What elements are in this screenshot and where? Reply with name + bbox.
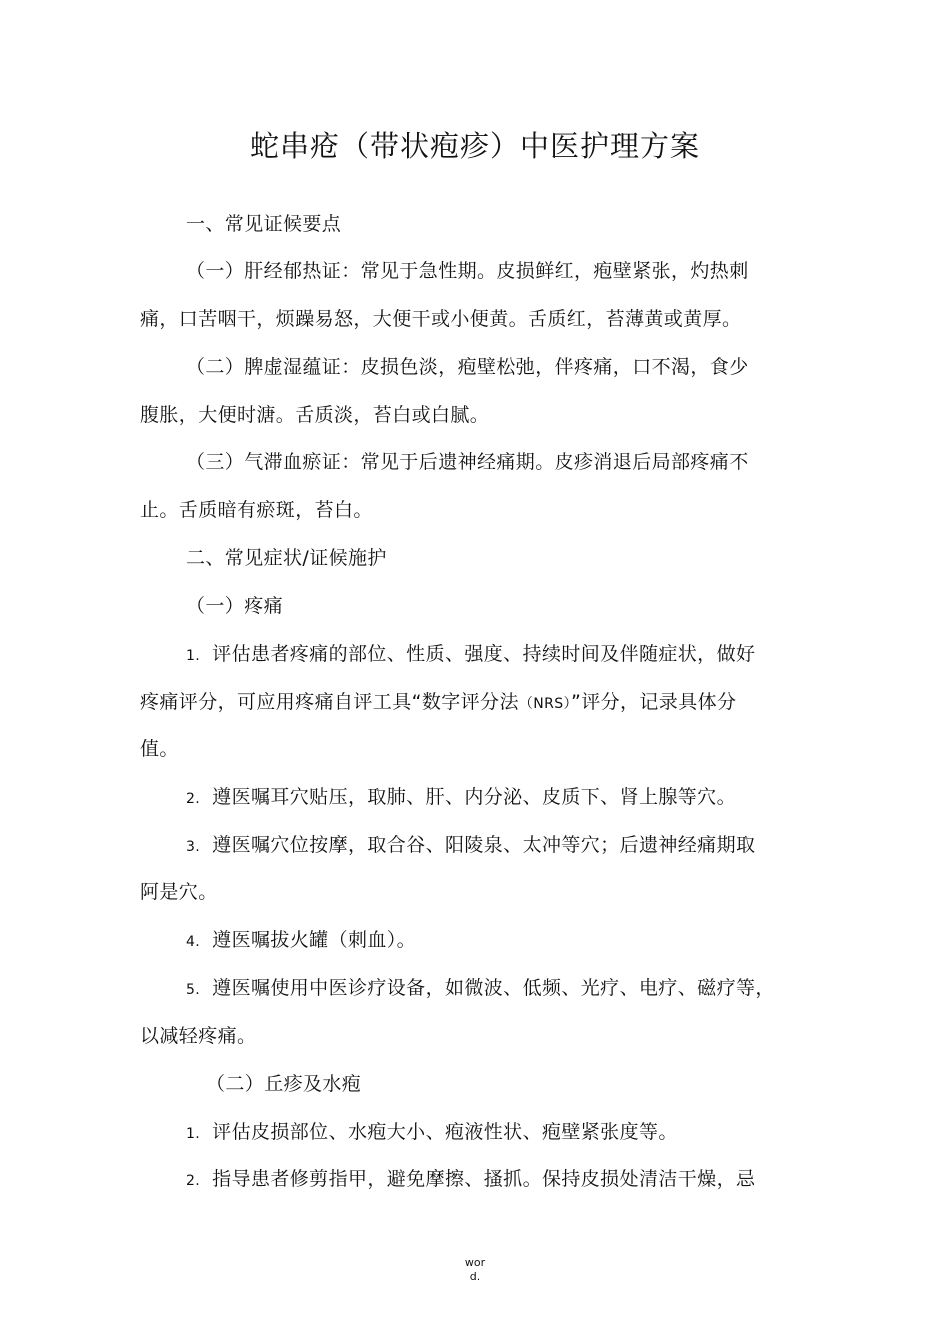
subsection-heading: （一）疼痛 — [186, 595, 284, 617]
paragraph-line: 痛，口苦咽干，烦躁易怒，大便干或小便黄。舌质红，苔薄黄或黄厚。 — [140, 308, 742, 330]
item-number: 3. — [186, 839, 201, 855]
item-text: ”评分，记录具体分 — [570, 691, 737, 713]
list-item — [186, 1119, 866, 1147]
list-item — [186, 927, 866, 955]
section-heading-2: 二、常见症状/证候施护 — [186, 547, 387, 569]
paragraph-line: 止。舌质暗有瘀斑，苔白。 — [140, 499, 373, 521]
item-number: 5. — [186, 982, 201, 998]
item-text: 疼痛评分，可应用疼痛自评工具“数字评分法 — [140, 691, 519, 713]
item-number: 2. — [186, 1173, 201, 1189]
paragraph-line: 阿是穴。 — [140, 881, 218, 903]
paragraph-line: 以减轻疼痛。 — [140, 1025, 257, 1047]
item-number: 1. — [186, 648, 201, 664]
item-text-small: （NRS） — [518, 696, 571, 712]
paragraph-line: 腹胀，大便时溏。舌质淡，苔白或白腻。 — [140, 404, 490, 426]
item-number: 4. — [186, 934, 201, 950]
section-heading-1: 一、常见证候要点 — [186, 213, 342, 235]
list-item — [186, 784, 866, 812]
footer-line: wor — [464, 1256, 486, 1269]
footer-line: d. — [469, 1270, 481, 1283]
subsection-heading: （二）丘疹及水疱 — [206, 1073, 362, 1095]
item-text: 评估皮损部位、水疱大小、疱液性状、疱壁紧张度等。 — [212, 1121, 678, 1143]
paragraph-line: （一）肝经郁热证：常见于急性期。皮损鲜红，疱壁紧张，灼热刺 — [186, 260, 749, 282]
paragraph-line: （二）脾虚湿蕴证：皮损色淡，疱壁松弛，伴疼痛，口不渴，食少 — [186, 356, 749, 378]
page-footer — [0, 1256, 950, 1284]
paragraph-line: 值。 — [140, 738, 179, 760]
list-item — [186, 641, 866, 669]
item-text: 遵医嘱耳穴贴压，取肺、肝、内分泌、皮质下、肾上腺等穴。 — [212, 786, 736, 808]
list-item — [186, 1166, 866, 1194]
item-text: 遵医嘱穴位按摩，取合谷、阳陵泉、太冲等穴；后遗神经痛期取 — [212, 834, 756, 856]
item-text: 指导患者修剪指甲，避免摩擦、搔抓。保持皮损处清洁干燥，忌 — [212, 1168, 756, 1190]
item-text: 遵医嘱使用中医诊疗设备，如微波、低频、光疗、电疗、磁疗等， — [212, 977, 775, 999]
item-number: 1. — [186, 1126, 201, 1142]
list-item — [186, 975, 866, 1003]
item-text: 评估患者疼痛的部位、性质、强度、持续时间及伴随症状，做好 — [212, 643, 756, 665]
item-number: 2. — [186, 791, 201, 807]
paragraph-line — [140, 689, 820, 717]
paragraph-line: （三）气滞血瘀证：常见于后遗神经痛期。皮疹消退后局部疼痛不 — [186, 451, 749, 473]
page-title: 蛇串疮（带状疱疹）中医护理方案 — [249, 129, 700, 163]
item-text: 遵医嘱拔火罐（刺血）。 — [212, 929, 417, 951]
list-item — [186, 832, 866, 860]
